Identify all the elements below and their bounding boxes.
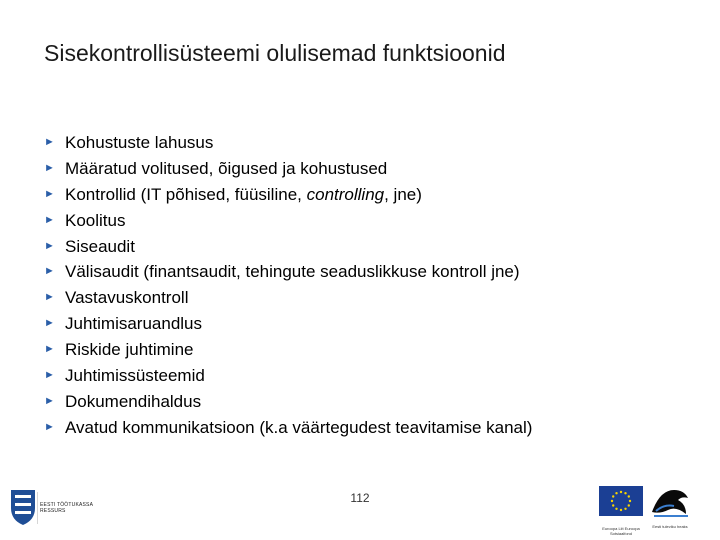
right-pointing-triangle-icon: ► [44,317,55,330]
bullet-text: Määratud volitused, õigused ja kohustused [65,158,388,178]
bullet-text: Vastavuskontroll [65,288,189,308]
eu-logo [597,484,645,536]
bullet-text: Siseaudit [65,236,135,256]
list-item [44,208,532,234]
logo-text-line-1: EESTI TÖÖTUKASSA [40,502,94,508]
list-item [44,415,532,441]
right-pointing-triangle-icon: ► [44,291,55,304]
bullet-text: Juhtimissüsteemid [65,366,205,386]
bullet-text: Välisaudit (finantsaudit, tehingute seaduslikkuse kontroll jne) [65,262,520,282]
eu-star [615,492,617,494]
bullet-text: Avatud kommunikatsioon (k.a väärtegudest teavitamise kanal) [65,417,533,437]
eu-star [611,500,613,502]
right-pointing-triangle-icon: ► [44,136,55,148]
right-pointing-triangle-icon: ► [44,161,55,174]
eu-star [628,495,630,497]
right-pointing-triangle-icon: ► [44,265,55,278]
bullet-text: Juhtimisaruandlus [65,314,203,334]
list-item [44,156,532,182]
right-pointing-triangle-icon: ► [44,420,55,433]
eu-star [629,500,631,502]
list-item [44,285,532,311]
estonia-logo [646,484,694,527]
list-item [44,311,532,337]
estonia-logo-caption: Eesti tuleviku heaks [652,524,688,529]
eu-star [615,508,617,510]
page-number: 112 [350,491,370,505]
right-pointing-triangle-icon: ► [44,343,55,356]
right-pointing-triangle-icon: ► [44,213,55,226]
bullet-list [44,130,532,441]
eu-star [624,508,626,510]
right-pointing-triangle-icon: ► [44,239,55,252]
eu-star [620,509,622,511]
list-item [44,259,532,285]
eu-logo-caption: Euroopa Liit Euroopa Sotsiaalfond [602,526,640,536]
eu-star [624,492,626,494]
logo-text-line-2: RESSURS [40,508,66,514]
list-item [44,337,532,363]
right-pointing-triangle-icon: ► [44,369,55,382]
list-item [44,130,532,156]
eu-flag-icon [597,484,645,522]
swallow-emblem-icon [646,484,694,522]
right-pointing-triangle-icon: ► [44,187,55,200]
eu-star [620,491,622,493]
bullet-text: Dokumendihaldus [65,391,202,411]
bullet-text: Koolitus [65,210,126,230]
organisation-logo [8,488,94,531]
eu-star [612,504,614,506]
list-item [44,182,532,208]
list-item [44,234,532,260]
slide-title: Sisekontrollisüsteemi olulisemad funktsioonid [44,40,506,66]
bullet-text: Kontrollid (IT põhised, füüsiline, controlling, jne) [65,184,422,204]
list-item [44,363,532,389]
right-pointing-triangle-icon: ► [44,394,55,407]
list-item [44,389,532,415]
eu-star [628,504,630,506]
eu-star [612,495,614,497]
bullet-text: Riskide juhtimine [65,340,194,360]
bullet-text: Kohustuste lahusus [65,133,214,152]
coat-of-arms-icon [8,488,38,526]
